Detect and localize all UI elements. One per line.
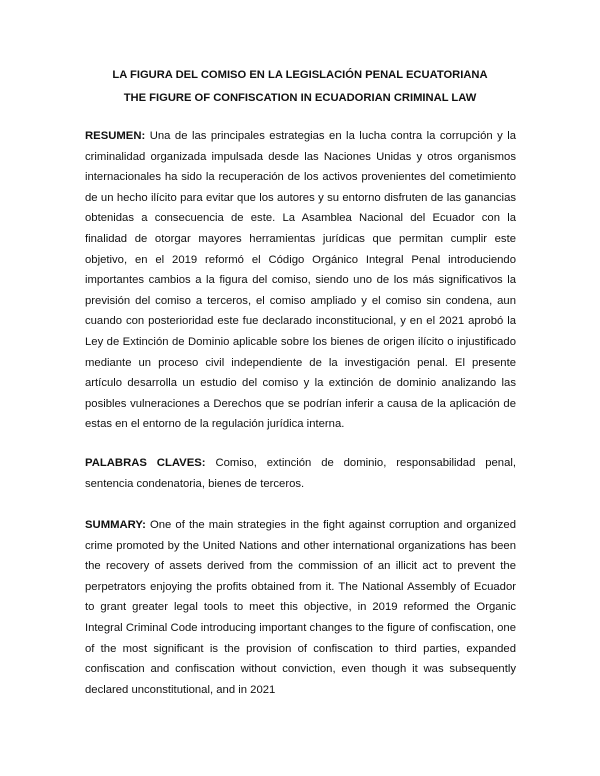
keywords-spanish-label: PALABRAS CLAVES: xyxy=(85,457,206,469)
abstract-spanish-text: Una de las principales estrategias en la lucha contra la corrupción y la criminalidad organizada impulsada desde las Naciones Unidas y otros organismos internacionales ha sido la recuperación de los activos provenientes del cometimiento de un hecho ilícito para evitar que los autores y su entorno disfruten de las ganancias obtenidas a consecuencia de este. La Asamblea Nacional del Ecuador con la finalidad de otorgar mayores herramientas jurídicas que permitan cumplir este objetivo, en el 2019 reformó el Código Orgánico Integral Penal introduciendo importantes cambios a la figura del comiso, siendo uno de los más significativos la previsión del comiso a terceros, el comiso ampliado y el comiso sin condena, aun cuando con posterioridad este fue declarado inconstitucional, y en el 2021 aprobó la Ley de Extinción de Dominio aplicable sobre los bienes de origen ilícito o injustificado mediante un proceso civil independiente de la investigación penal. El presente artículo desarrolla un estudio del comiso y la extinción de dominio analizando las posibles vulneraciones a Derechos que se podrían inferir a causa de la aplicación de estas en el entorno de la regulación jurídica interna. xyxy=(85,130,516,431)
keywords-spanish xyxy=(85,453,516,494)
abstract-english-text: One of the main strategies in the fight against corruption and organized crime promoted by the United Nations and other international organizations has been the recovery of assets derived from the commission of an illicit act to prevent the perpetrators enjoying the profits obtained from it. The National Assembly of Ecuador to grant greater legal tools to meet this objective, in 2019 reformed the Organic Integral Criminal Code introducing important changes to the figure of confiscation, one of the most significant is the provision of confiscation to third parties, expanded confiscation and confiscation without conviction, even though it was subsequently declared unconstitutional, and in 2021 xyxy=(85,519,516,696)
abstract-english-label: SUMMARY: xyxy=(85,519,146,531)
keywords-spanish-text: Comiso, extinción de dominio, responsabilidad penal, sentencia condenatoria, bienes de terceros. xyxy=(85,457,517,490)
abstract-spanish-label: RESUMEN: xyxy=(85,130,146,142)
title-english: THE FIGURE OF CONFISCATION IN ECUADORIAN CRIMINAL LAW xyxy=(123,92,477,104)
title-spanish: LA FIGURA DEL COMISO EN LA LEGISLACIÓN PENAL ECUATORIANA xyxy=(112,69,488,81)
abstract-spanish xyxy=(85,126,516,435)
abstract-english xyxy=(85,515,516,700)
